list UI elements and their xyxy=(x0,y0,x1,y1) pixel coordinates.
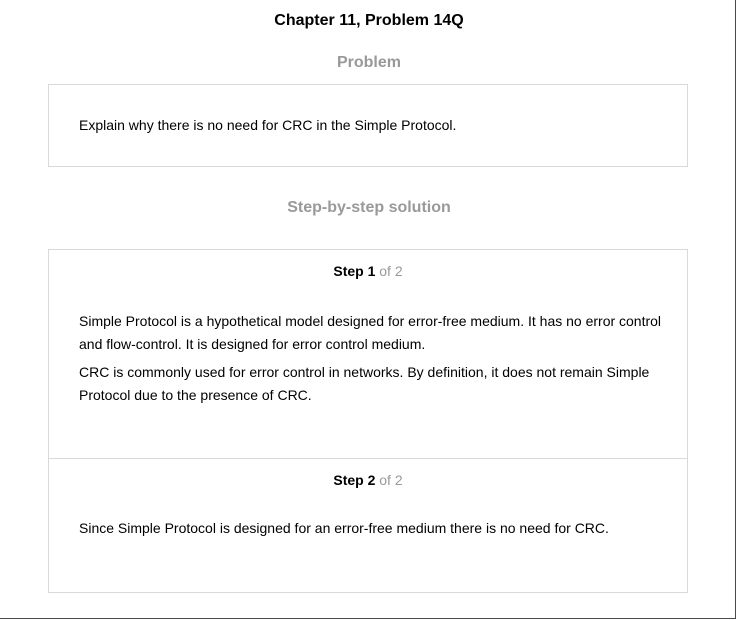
step-1-paragraph-1 xyxy=(79,310,664,355)
page-title: Chapter 11, Problem 14Q xyxy=(274,12,464,29)
problem-heading: Problem xyxy=(336,54,401,71)
step-2 xyxy=(49,459,687,592)
step-1-text-2: CRC is commonly used for error control in networks. By definition, it does not remain Simple Protocol due to the presence of CRC. xyxy=(79,364,650,403)
step-1-of: of 2 xyxy=(379,263,403,279)
step-2-of: of 2 xyxy=(379,472,403,488)
step-1-label xyxy=(49,263,687,279)
step-1-text-1: Simple Protocol is a hypothetical model designed for error-free medium. It has no error control and flow-control. It is designed for error control medium. xyxy=(79,313,662,352)
problem-box xyxy=(48,84,688,167)
step-2-paragraph-1 xyxy=(79,517,664,540)
step-1-paragraph-2 xyxy=(79,361,664,406)
problem-text: Explain why there is no need for CRC in the Simple Protocol. xyxy=(79,117,457,133)
solution-box xyxy=(48,249,688,593)
step-1-number: Step 1 xyxy=(333,263,376,279)
step-2-text-1: Since Simple Protocol is designed for an error-free medium there is no need for CRC. xyxy=(79,520,609,536)
step-2-number: Step 2 xyxy=(333,472,376,488)
solution-heading: Step-by-step solution xyxy=(287,199,451,216)
step-2-label xyxy=(49,472,687,488)
step-1 xyxy=(49,250,687,459)
